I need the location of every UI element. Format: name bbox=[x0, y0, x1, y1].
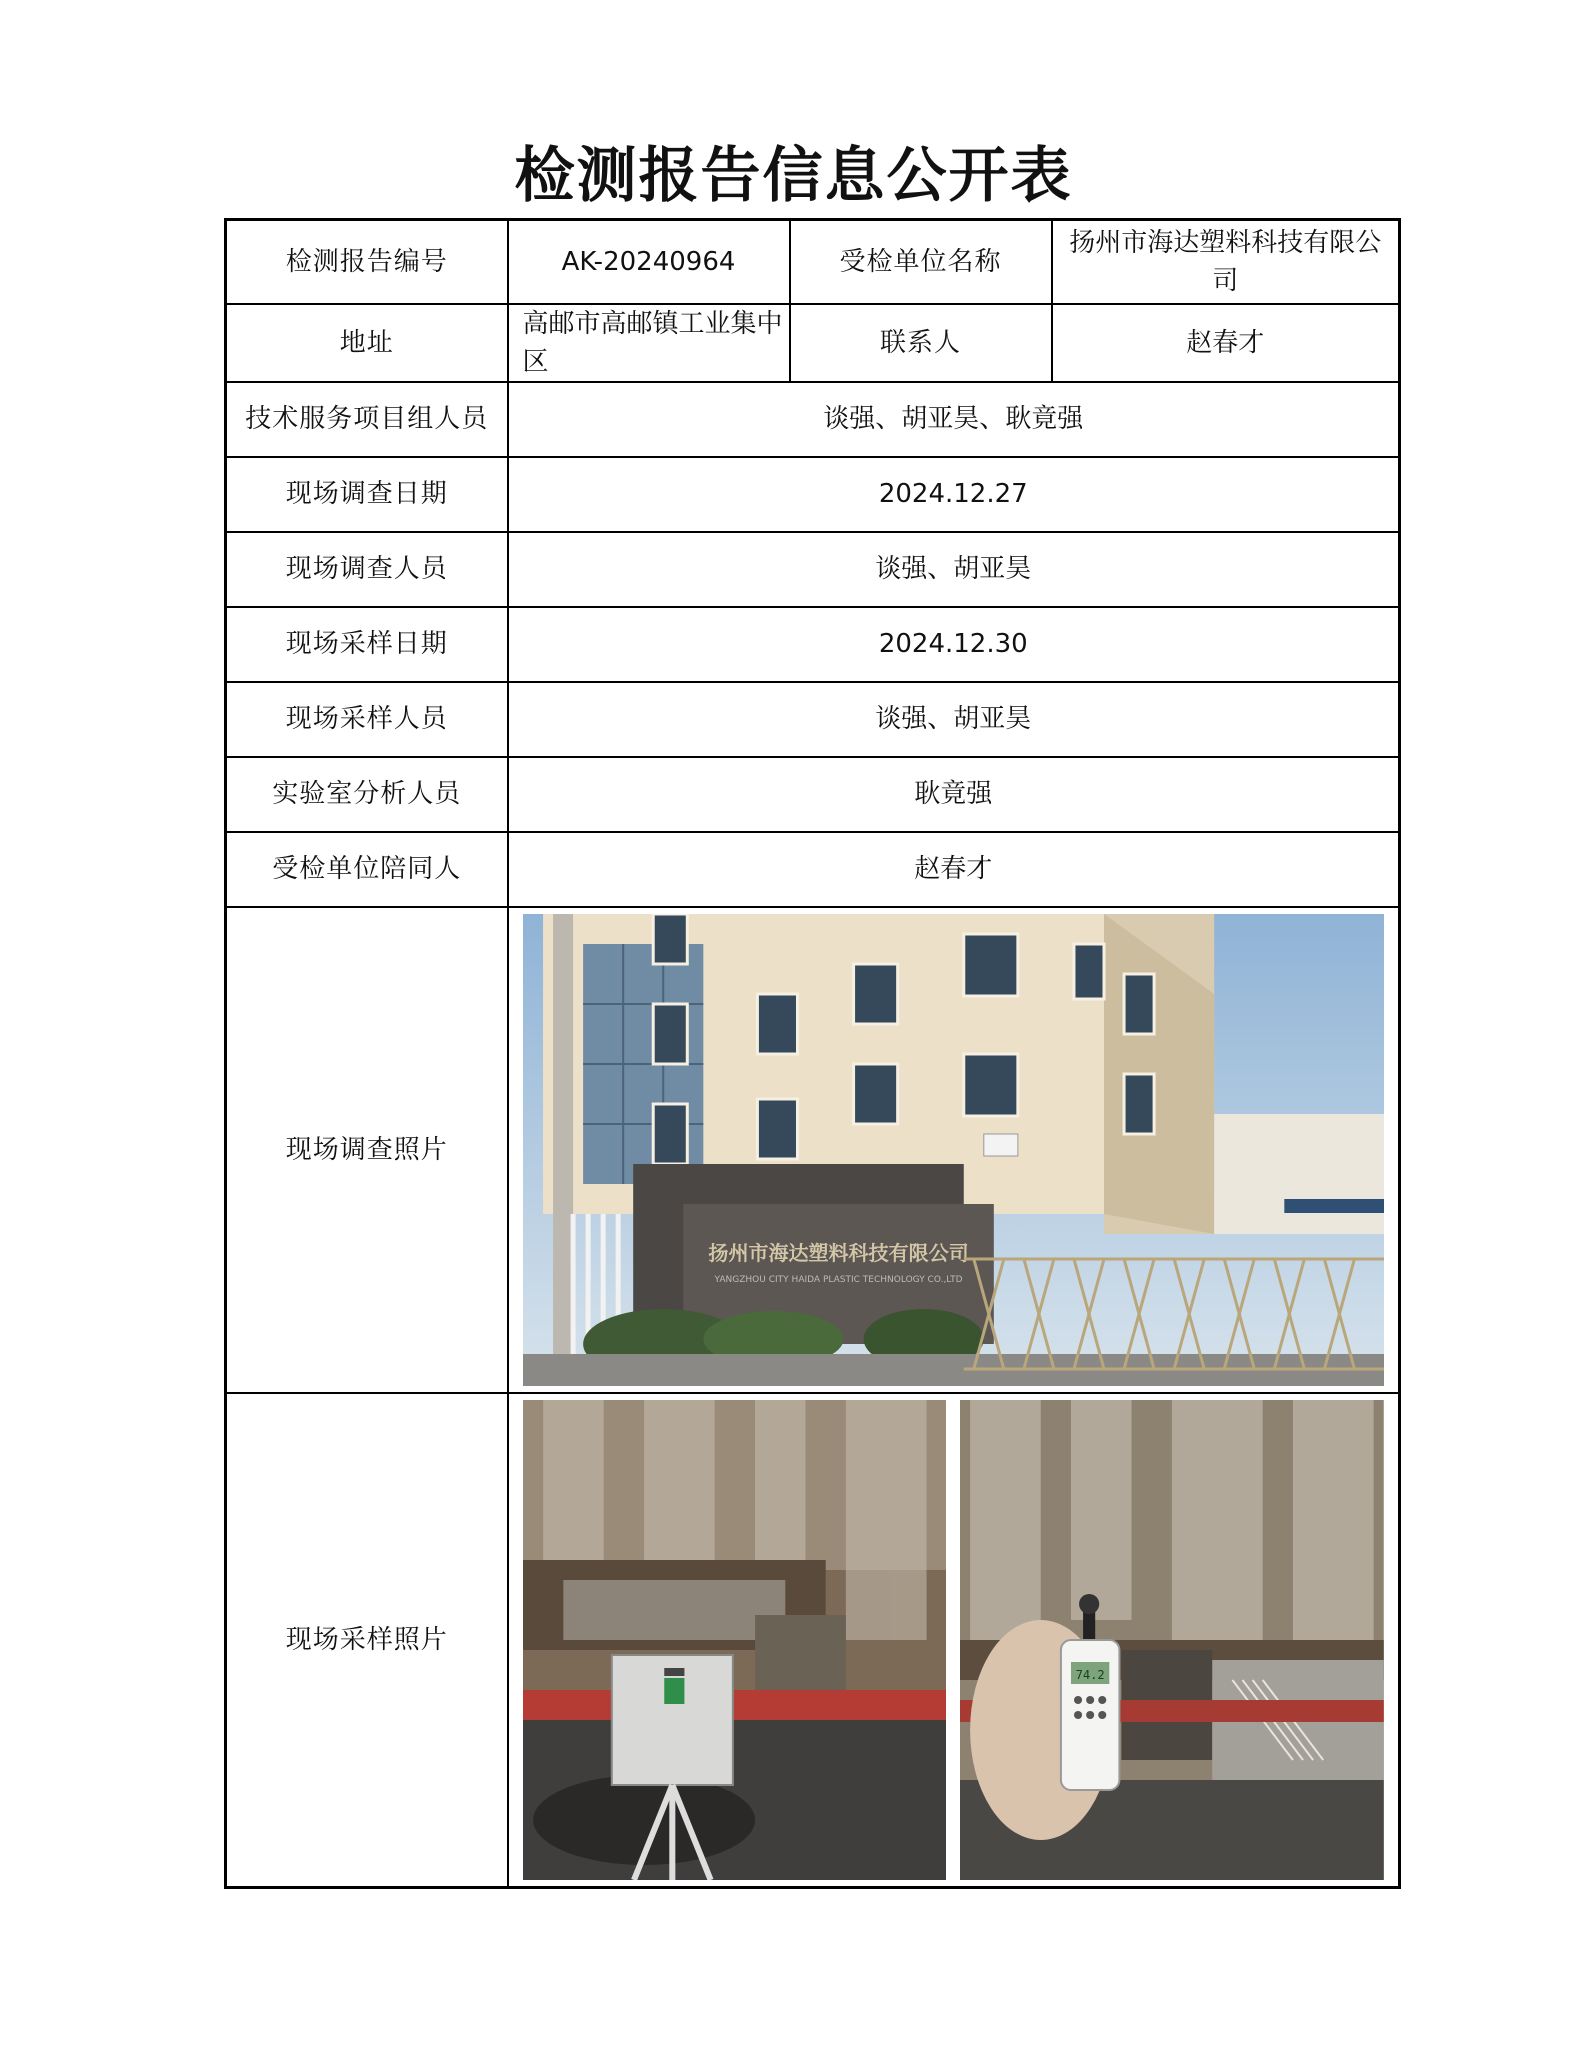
unit-name-value: 扬州市海达塑料科技有限公司 bbox=[1052, 220, 1400, 304]
sign-text-en: YANGZHOU CITY HAIDA PLASTIC TECHNOLOGY CO.,LTD bbox=[714, 1274, 963, 1285]
sample-staff-value: 谈强、胡亚昊 bbox=[508, 682, 1400, 757]
unit-name-label: 受检单位名称 bbox=[790, 220, 1052, 304]
sample-photo-label: 现场采样照片 bbox=[226, 1393, 508, 1888]
table-row bbox=[226, 832, 1400, 907]
survey-date-value: 2024.12.27 bbox=[508, 457, 1400, 532]
survey-staff-value: 谈强、胡亚昊 bbox=[508, 532, 1400, 607]
sample-photo-cell bbox=[508, 1393, 1400, 1888]
sample-staff-label: 现场采样人员 bbox=[226, 682, 508, 757]
table-row bbox=[226, 757, 1400, 832]
page-title: 检测报告信息公开表 bbox=[514, 141, 1073, 211]
report-number-value: AK-20240964 bbox=[508, 220, 790, 304]
table-row bbox=[226, 457, 1400, 532]
building-photo bbox=[523, 914, 1385, 1386]
sign-text: 扬州市海达塑料科技有限公司 bbox=[707, 1240, 969, 1265]
escort-value: 赵春才 bbox=[508, 832, 1400, 907]
survey-photo-cell bbox=[508, 907, 1400, 1393]
meter-reading: 74.2 bbox=[1075, 1667, 1105, 1682]
team-label: 技术服务项目组人员 bbox=[226, 382, 508, 457]
contact-label: 联系人 bbox=[790, 304, 1052, 382]
report-table bbox=[224, 218, 1401, 1889]
report-number-label: 检测报告编号 bbox=[226, 220, 508, 304]
contact-value: 赵春才 bbox=[1052, 304, 1400, 382]
table-row bbox=[226, 1393, 1400, 1888]
sampler-photo bbox=[523, 1400, 947, 1880]
table-row bbox=[226, 304, 1400, 382]
address-label: 地址 bbox=[226, 304, 508, 382]
sample-date-label: 现场采样日期 bbox=[226, 607, 508, 682]
survey-date-label: 现场调查日期 bbox=[226, 457, 508, 532]
escort-label: 受检单位陪同人 bbox=[226, 832, 508, 907]
team-value: 谈强、胡亚昊、耿竟强 bbox=[508, 382, 1400, 457]
sound-meter-photo bbox=[960, 1400, 1384, 1880]
lab-staff-value: 耿竟强 bbox=[508, 757, 1400, 832]
address-value: 高邮市高邮镇工业集中区 bbox=[508, 304, 790, 382]
table-row bbox=[226, 220, 1400, 304]
table-row bbox=[226, 607, 1400, 682]
sample-date-value: 2024.12.30 bbox=[508, 607, 1400, 682]
lab-staff-label: 实验室分析人员 bbox=[226, 757, 508, 832]
table-row bbox=[226, 382, 1400, 457]
table-row bbox=[226, 682, 1400, 757]
survey-staff-label: 现场调查人员 bbox=[226, 532, 508, 607]
table-row bbox=[226, 907, 1400, 1393]
table-row bbox=[226, 532, 1400, 607]
survey-photo-label: 现场调查照片 bbox=[226, 907, 508, 1393]
